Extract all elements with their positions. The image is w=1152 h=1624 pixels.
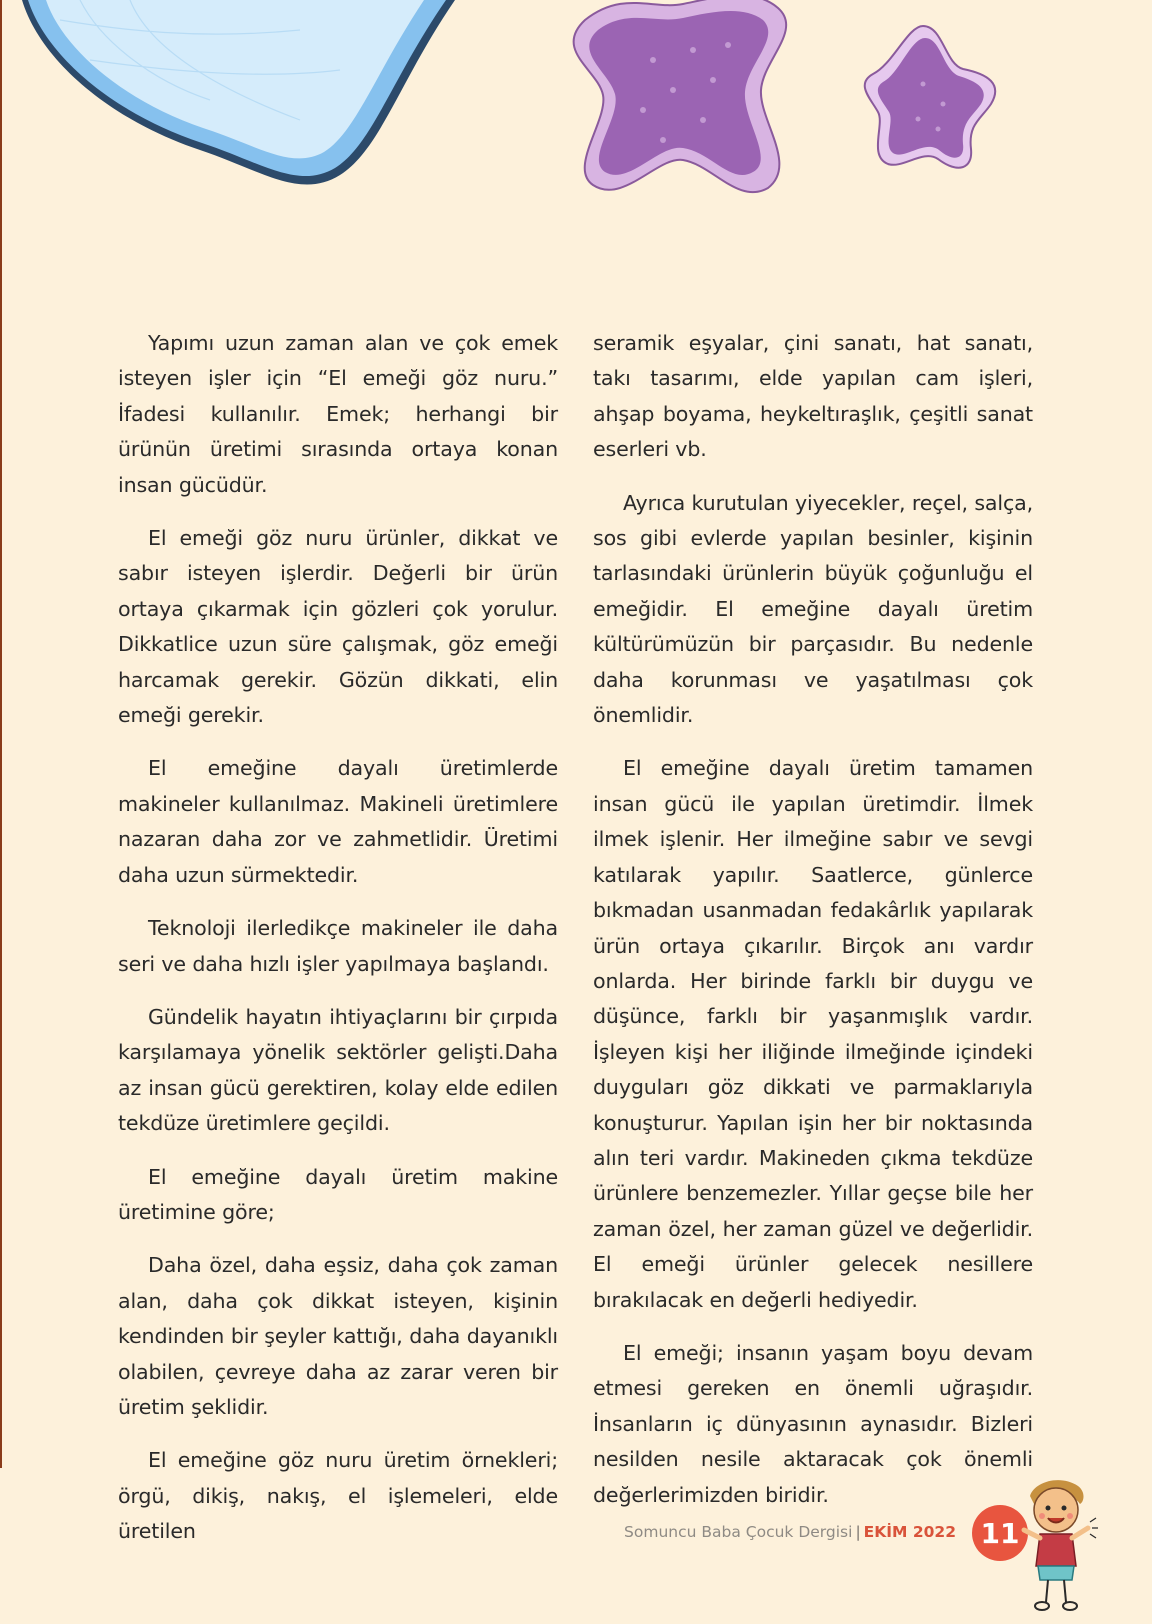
article-column-left xyxy=(118,326,558,1568)
magazine-name: Somuncu Baba Çocuk Dergisi xyxy=(624,1523,853,1541)
page-number-badge: 11 xyxy=(972,1505,1028,1561)
starfish-large-icon xyxy=(563,0,823,195)
paragraph: El emeği göz nuru ürünler, dikkat ve sabır isteyen işlerdir. Değerli bir ürün ortaya çıkarmak için gözleri çok yorulur. Dikkatlice uzun süre çalışmak, göz emeği harcamak gerekir. Gözün dikkati, elin emeği gerekir. xyxy=(118,526,558,728)
page-edge-rule xyxy=(0,0,2,1468)
paragraph: seramik eşyalar, çini sanatı, hat sanatı, takı tasarımı, elde yapılan cam işleri, ahşap boyama, heykeltıraşlık, çeşitli sanat eserleri vb. xyxy=(593,331,1033,462)
starfish-small-icon xyxy=(863,24,1003,174)
paragraph: El emeği; insanın yaşam boyu devam etmesi gereken en önemli uğraşıdır. İnsanların iç dünyasının aynasıdır. Bizleri nesilden nesile aktaracak çok önemli değerlerimizden biridir. xyxy=(593,1340,1033,1507)
paragraph: Yapımı uzun zaman alan ve çok emek isteyen işler için “El emeği göz nuru.” İfadesi kullanılır. Emek; herhangi bir ürünün üretimi sırasında ortaya konan insan gücüdür. xyxy=(118,331,558,497)
paragraph: El emeğine göz nuru üretim örnekleri; örgü, dikiş, nakış, el işlemeleri, elde üretilen xyxy=(118,1448,558,1544)
paragraph: Teknoloji ilerledikçe makineler ile daha seri ve daha hızlı işler yapılmaya başlandı. xyxy=(118,916,558,976)
issue-date: EKİM 2022 xyxy=(863,1523,956,1541)
paragraph: El emeğine dayalı üretim tamamen insan gücü ile yapılan üretimdir. İlmek ilmek işlenir. Her ilmeğine sabır ve sevgi katılarak yapılır. Saatlerce, günlerce bıkmadan usanmadan fedakârlık yapılarak ürün ortaya çıkarılır. Birçok anı vardır onlarda. Her birinde farklı bir duygu ve düşünce, farklı bir yaşanmışlık vardır. İşleyen kişi her iliğinde ilmeğinde içindeki duyguları göz dikkati ve parmaklarıyla konuşturur. Yapılan işin her bir noktasında alın teri vardır. Makineden çıkma tekdüze ürünlere benzemezler. Yıllar geçse bile her zaman özel, her zaman güzel ve değerlidir. El emeği ürünler gelecek nesillere bırakılacak en değerli hediyedir. xyxy=(593,756,1033,1312)
boy-mascot-icon xyxy=(1020,1478,1100,1618)
article-column-right xyxy=(593,326,1033,1531)
paragraph: El emeğine dayalı üretimlerde makineler kullanılmaz. Makineli üretimlere nazaran daha zor ve zahmetlidir. Üretimi daha uzun sürmektedir. xyxy=(118,756,558,887)
footer-credit xyxy=(624,1523,956,1541)
paragraph: El emeğine dayalı üretim makine üretimine göre; xyxy=(118,1164,558,1224)
paragraph: Gündelik hayatın ihtiyaçlarını bir çırpıda karşılamaya yönelik sektörler gelişti.Daha az insan gücü gerektiren, kolay elde edilen tekdüze üretimlere geçildi. xyxy=(118,1004,558,1136)
paragraph: Ayrıca kurutulan yiyecekler, reçel, salça, sos gibi evlerde yapılan besinler, kişinin tarlasındaki ürünlerin büyük çoğunluğu el emeğidir. El emeğine dayalı üretim kültürümüzün bir parçasıdır. Bu nedenle daha korunması ve yaşatılması çok önemlidir. xyxy=(593,490,1033,728)
pool-icon xyxy=(0,0,470,210)
paragraph: Daha özel, daha eşsiz, daha çok zaman alan, daha çok dikkat isteyen, kişinin kendinden bir şeyler kattığı, daha dayanıklı olabilen, çevreye daha az zarar veren bir üretim şeklidir. xyxy=(118,1253,558,1419)
footer-separator: | xyxy=(855,1523,861,1541)
